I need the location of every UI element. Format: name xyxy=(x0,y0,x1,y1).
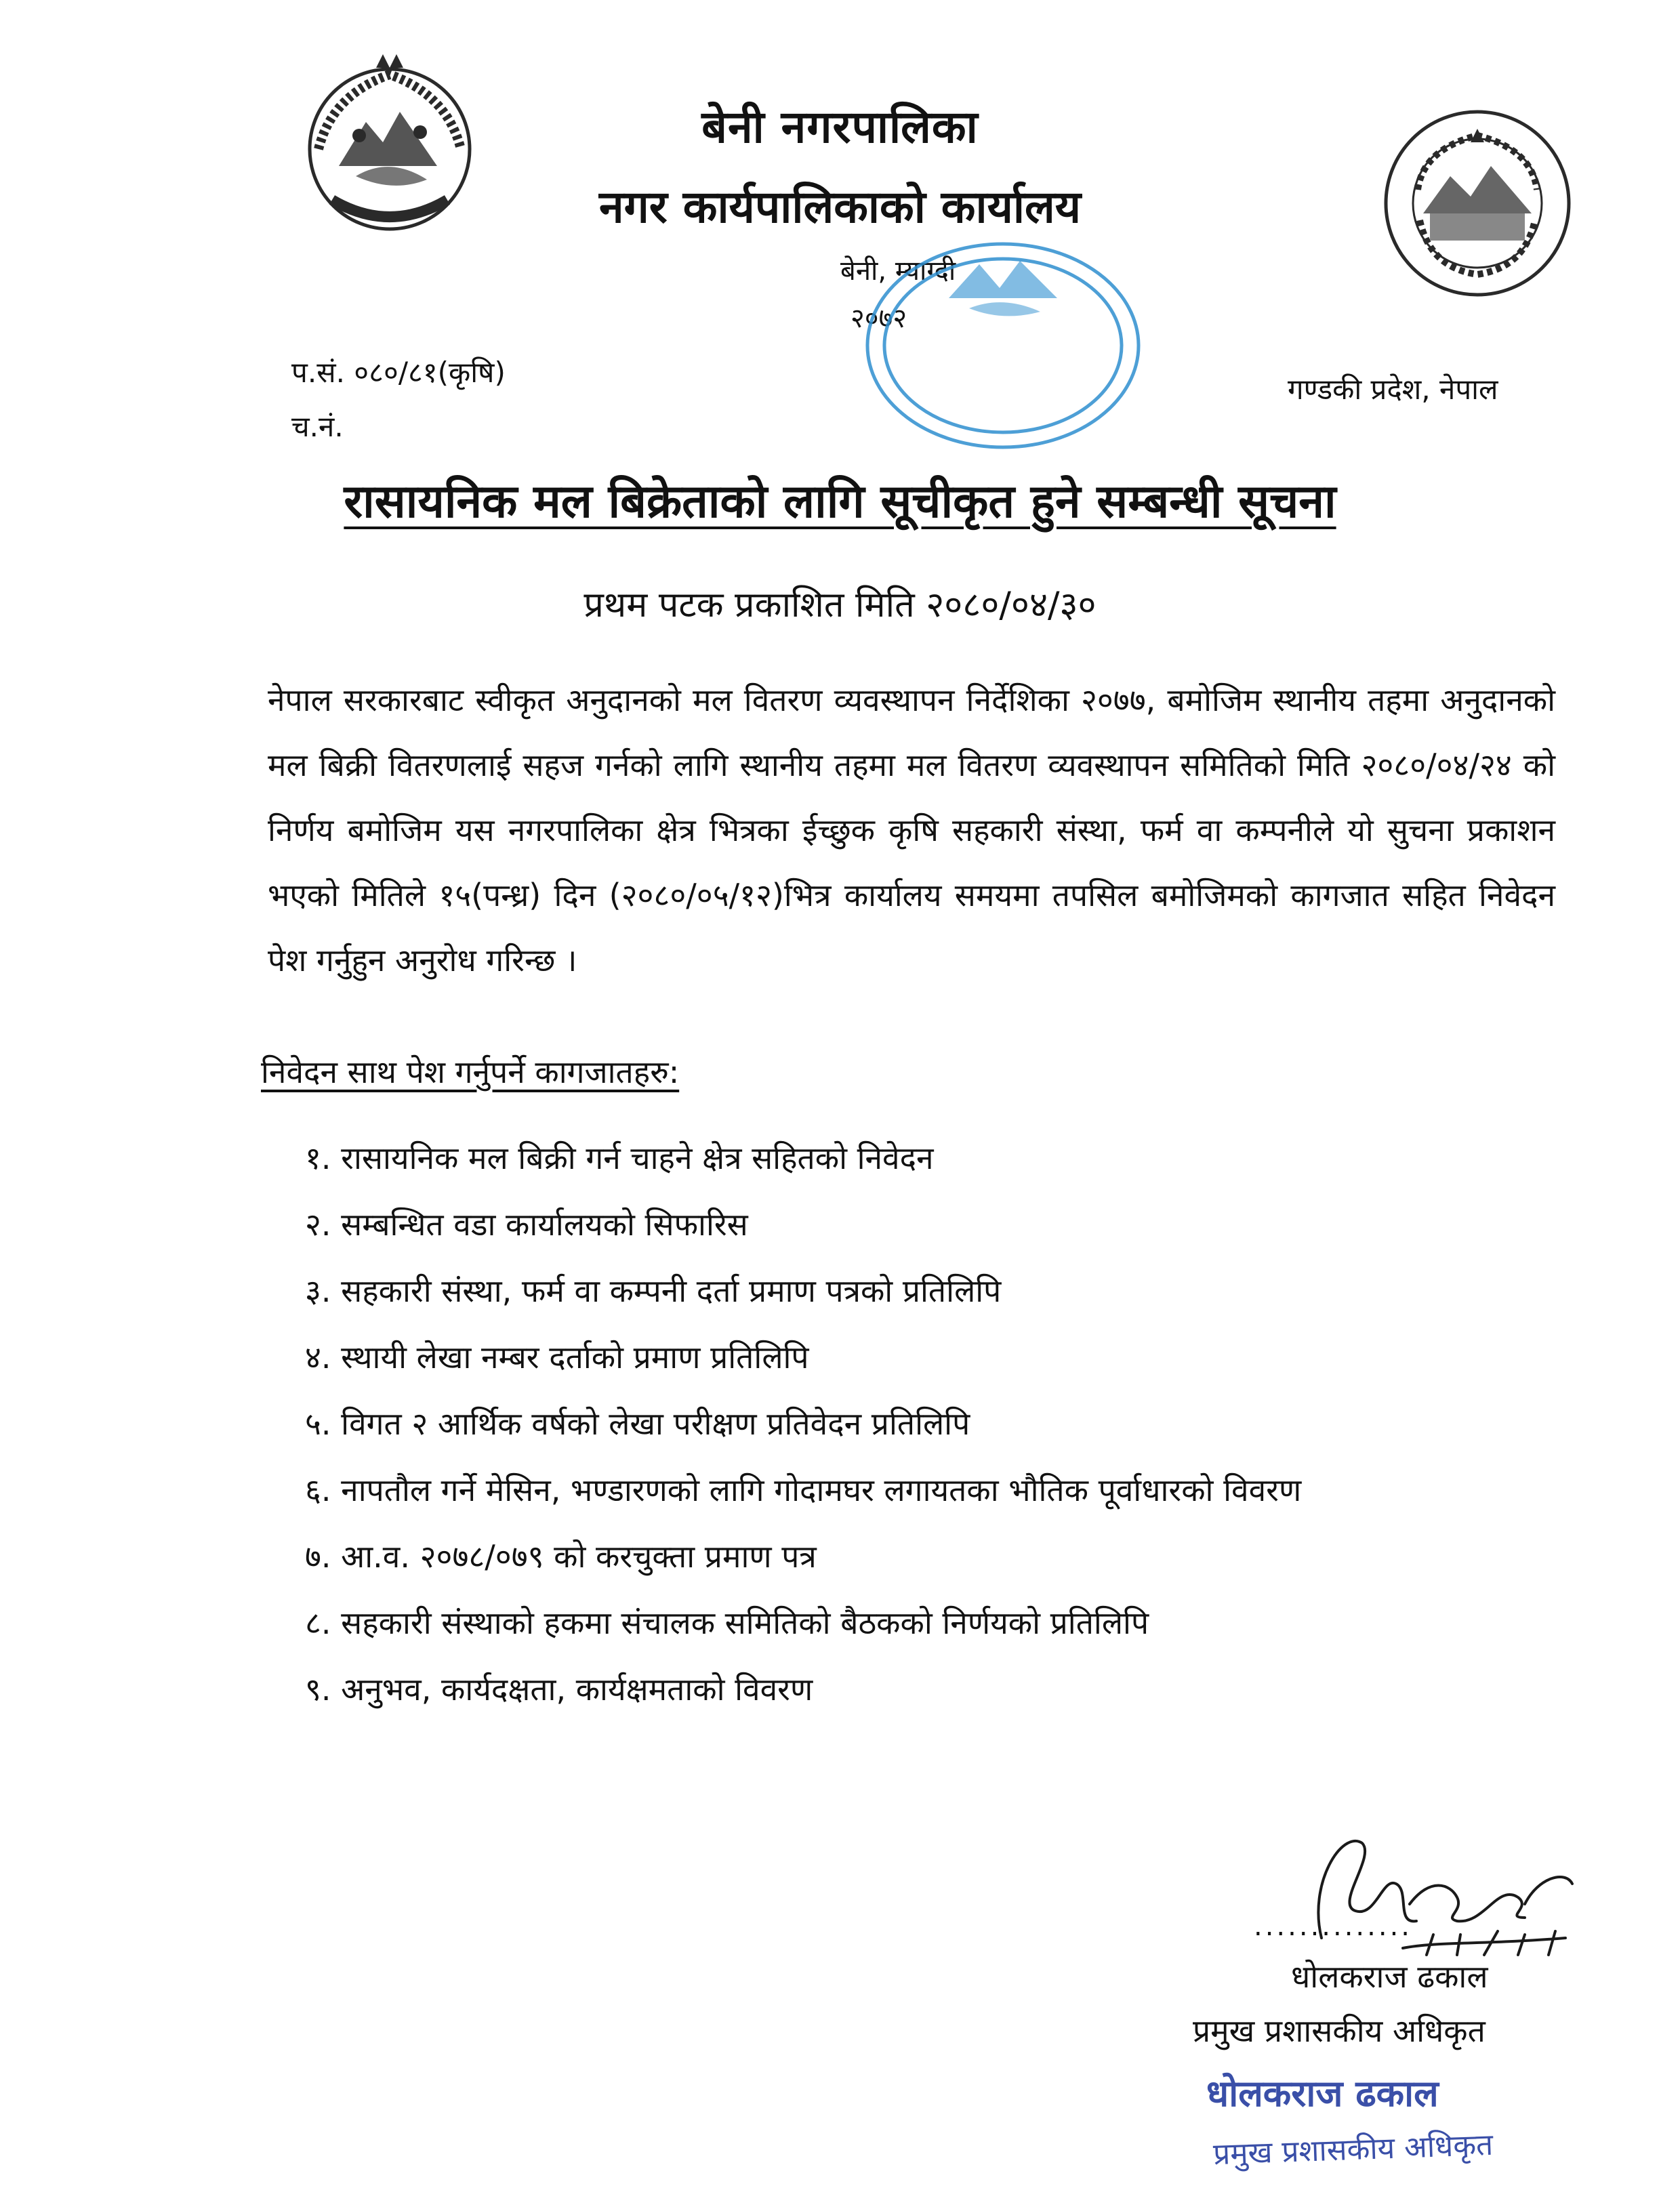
document-item: ४. स्थायी लेखा नम्बर दर्ताको प्रमाण प्रतिलिपि xyxy=(305,1339,809,1376)
signer-designation-stamp: प्रमुख प्रशासकीय अधिकृत xyxy=(1212,2127,1494,2172)
notice-title: रासायनिक मल बिक्रेताको लागि सूचीकृत हुने सम्बन्धी सूचना xyxy=(344,475,1336,529)
document-item: ६. नापतौल गर्ने मेसिन, भण्डारणको लागि गोदामघर लगायतका भौतिक पूर्वाधारको विवरण xyxy=(305,1472,1302,1508)
document-item: ७. आ.व. २०७८/०७९ को करचुक्ता प्रमाण पत्र xyxy=(305,1538,817,1575)
reference-number: प.सं. ०८०/८१(कृषि) xyxy=(291,356,506,389)
office-round-stamp xyxy=(847,234,1159,457)
document-item: ५. विगत २ आर्थिक वर्षको लेखा परीक्षण प्रतिवेदन प्रतिलिपि xyxy=(305,1405,970,1442)
documents-list xyxy=(305,1125,1572,1722)
document-item: ९. अनुभव, कार्यदक्षता, कार्यक्षमताको विवरण xyxy=(305,1671,813,1708)
dispatch-number: च.नं. xyxy=(291,410,344,443)
document-item: ३. सहकारी संस्था, फर्म वा कम्पनी दर्ता प्रमाण पत्रको प्रतिलिपि xyxy=(305,1273,1002,1309)
office-address: बेनी, म्याग्दी xyxy=(840,255,956,287)
signer-name-stamp: धोलकराज ढकाल xyxy=(1206,2072,1439,2115)
signer-name: धोलकराज ढकाल xyxy=(1291,1958,1488,1995)
documents-heading: निवेदन साथ पेश गर्नुपर्ने कागजातहरु: xyxy=(261,1054,680,1090)
document-item: १. रासायनिक मल बिक्री गर्न चाहने क्षेत्र सहितको निवेदन xyxy=(305,1140,934,1176)
province-name: गण्डकी प्रदेश, नेपाल xyxy=(1288,373,1498,406)
signature-dotted-line: .............. xyxy=(1254,1911,1413,1942)
document-item: २. सम्बन्धित वडा कार्यालयको सिफारिस xyxy=(305,1206,748,1243)
publish-date: प्रथम पटक प्रकाशित मिति २०८०/०४/३० xyxy=(583,585,1097,625)
handwritten-signature xyxy=(1281,1802,1620,1979)
office-year: २०७२ xyxy=(851,303,907,334)
document-item: ८. सहकारी संस्थाको हकमा संचालक समितिको बैठकको निर्णयको प्रतिलिपि xyxy=(305,1605,1149,1641)
signer-designation: प्रमुख प्रशासकीय अधिकृत xyxy=(1193,2012,1486,2049)
org-name: बेनी नगरपालिका xyxy=(701,101,979,153)
notice-body: नेपाल सरकारबाट स्वीकृत अनुदानको मल वितरण व्यवस्थापन निर्देशिका २०७७, बमोजिम स्थानीय तहमा अनुदानको मल बिक्री वितरणलाई सहज गर्नको लागि स्थानीय तहमा मल वितरण व्यवस्थापन समितिको मिति २०८०/०४/२४ को निर्णय बमोजिम यस नगरपालिका क्षेत्र भित्रका ईच्छुक कृषि सहकारी संस्था, फर्म वा कम्पनीले यो सुचना प्रकाशन भएको मितिले १५(पन्ध्र) दिन (२०८०/०५/१२)भित्र कार्यालय समयमा तपसिल बमोजिमको कागजात सहित निवेदन पेश गर्नुहुन अनुरोध गरिन्छ । xyxy=(268,682,1555,978)
office-name: नगर कार्यपालिकाको कार्यालय xyxy=(599,181,1081,233)
